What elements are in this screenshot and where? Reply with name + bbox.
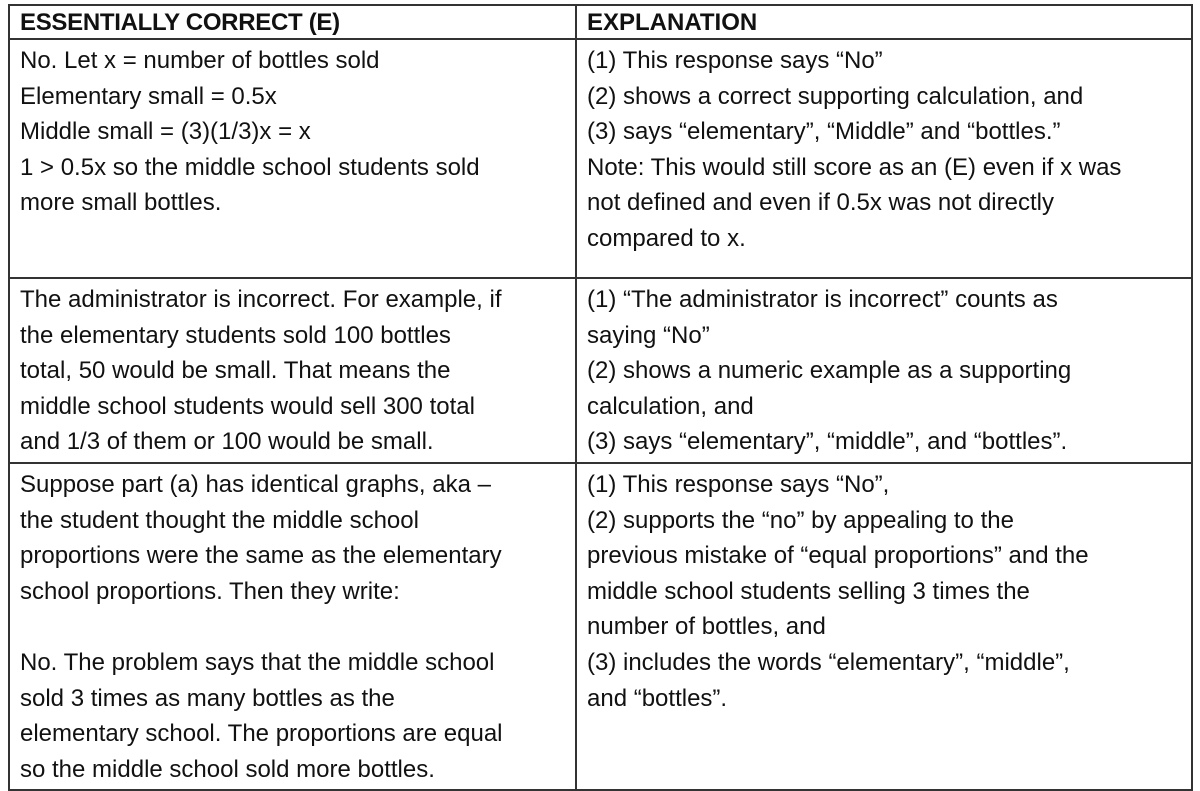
response-cell bbox=[9, 463, 576, 790]
text-line: the elementary students sold 100 bottles bbox=[20, 321, 451, 349]
text-line: sold 3 times as many bottles as the bbox=[20, 684, 395, 712]
text-line: No. Let x = number of bottles sold bbox=[20, 47, 380, 74]
text-line: (1) This response says “No”, bbox=[587, 470, 890, 498]
text-line: (1) This response says “No” bbox=[587, 47, 883, 74]
text-line: not defined and even if 0.5x was not directly bbox=[587, 189, 1054, 217]
text-line: middle school students would sell 300 total bbox=[20, 392, 475, 420]
text-line: and “bottles”. bbox=[587, 684, 728, 712]
text-line: so the middle school sold more bottles. bbox=[20, 755, 435, 783]
text-line: more small bottles. bbox=[20, 189, 222, 217]
text-line: calculation, and bbox=[587, 392, 754, 420]
explanation-cell bbox=[576, 463, 1192, 790]
text-line: saying “No” bbox=[587, 321, 710, 349]
text-line: Suppose part (a) has identical graphs, aka – bbox=[20, 470, 491, 498]
table-row bbox=[9, 463, 1192, 790]
text-line: (2) shows a correct supporting calculation, and bbox=[587, 82, 1084, 110]
text-line: total, 50 would be small. That means the bbox=[20, 357, 451, 385]
response-cell bbox=[9, 278, 576, 463]
text-line: the student thought the middle school bbox=[20, 506, 419, 534]
explanation-cell bbox=[576, 278, 1192, 463]
text-line: proportions were the same as the elementary bbox=[20, 542, 502, 570]
table-row bbox=[9, 278, 1192, 463]
text-line: and 1/3 of them or 100 would be small. bbox=[20, 428, 434, 456]
text-line: Note: This would still score as an (E) even if x was bbox=[587, 153, 1122, 181]
explanation-cell bbox=[576, 39, 1192, 278]
text-line: middle school students selling 3 times the bbox=[587, 577, 1030, 605]
text-line: previous mistake of “equal proportions” and the bbox=[587, 542, 1089, 570]
response-cell bbox=[9, 39, 576, 278]
text-line: 1 > 0.5x so the middle school students sold bbox=[20, 153, 480, 181]
blank-line bbox=[20, 609, 565, 645]
text-line: Elementary small = 0.5x bbox=[20, 82, 277, 110]
header-essentially-correct: ESSENTIALLY CORRECT (E) bbox=[9, 5, 576, 39]
text-line: (3) says “elementary”, “middle”, and “bottles”. bbox=[587, 428, 1068, 456]
text-line: compared to x. bbox=[587, 224, 746, 252]
text-line: (1) “The administrator is incorrect” counts as bbox=[587, 286, 1058, 313]
header-row bbox=[9, 5, 1192, 39]
text-line: elementary school. The proportions are equal bbox=[20, 720, 503, 748]
text-line: No. The problem says that the middle school bbox=[20, 648, 495, 676]
text-line: number of bottles, and bbox=[587, 613, 826, 641]
text-line: (3) says “elementary”, “Middle” and “bottles.” bbox=[587, 118, 1061, 146]
text-line: (2) supports the “no” by appealing to the bbox=[587, 506, 1014, 534]
text-line: (3) includes the words “elementary”, “middle”, bbox=[587, 648, 1070, 676]
header-explanation: EXPLANATION bbox=[576, 5, 1192, 39]
scoring-table bbox=[8, 4, 1193, 791]
table-row bbox=[9, 39, 1192, 278]
text-line: (2) shows a numeric example as a supporting bbox=[587, 357, 1072, 385]
text-line: Middle small = (3)(1/3)x = x bbox=[20, 118, 311, 146]
text-line: The administrator is incorrect. For example, if bbox=[20, 286, 502, 313]
text-line: school proportions. Then they write: bbox=[20, 577, 400, 605]
